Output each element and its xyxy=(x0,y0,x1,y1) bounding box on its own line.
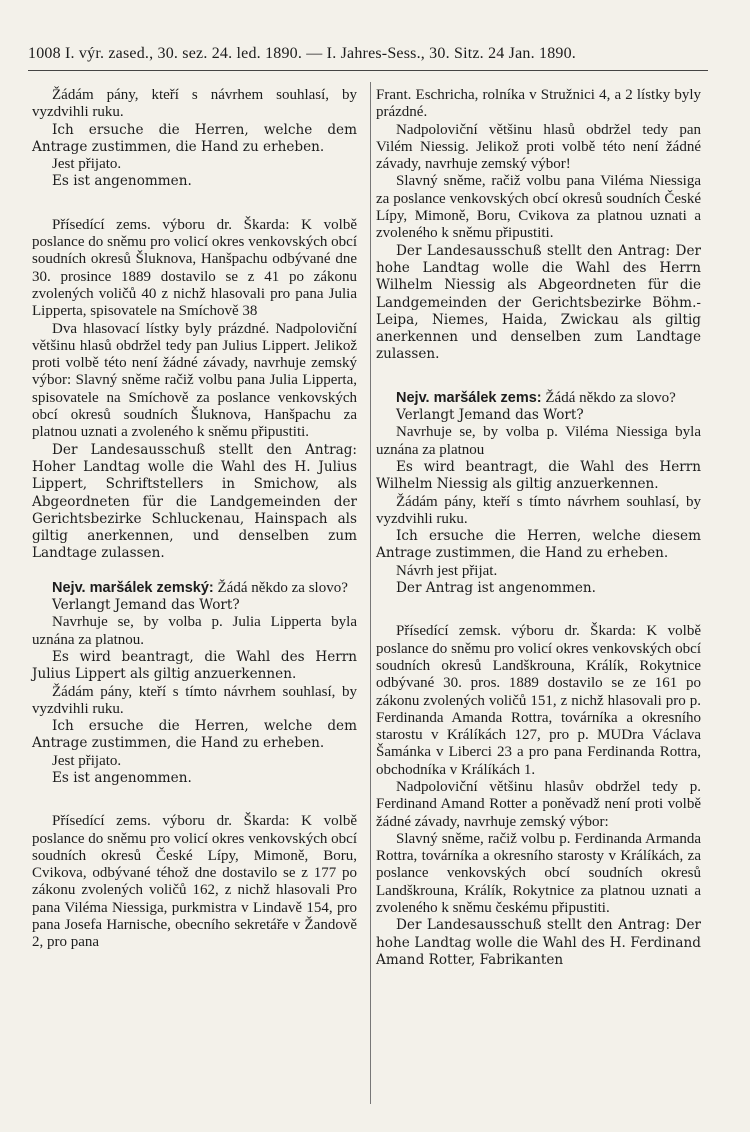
right-paragraph xyxy=(376,580,701,597)
page-header: 1008 I. výr. zased., 30. sez. 24. led. 1890. — I. Jahres-Sess., 30. Sitz. 24 Jan. 1890. xyxy=(28,45,576,62)
paragraph-gap xyxy=(32,563,357,580)
paragraph-text: Žádá někdo za slovo? xyxy=(213,579,348,596)
left-paragraph xyxy=(32,684,357,719)
right-paragraph xyxy=(376,623,701,779)
paragraph-text: Navrhuje se, by volba p. Julia Lipperta byla uznána za platnou. xyxy=(32,614,357,648)
right-paragraph xyxy=(376,831,701,917)
right-paragraph xyxy=(376,407,701,424)
paragraph-text: Přísedící zems. výboru dr. Škarda: K volbě poslance do sněmu pro volicí okres venkovských obcí soudních okresů České Lípy, Mimoně, Boru, Cvikova, odbývané téhož dne dostavilo se z 177 po zákonu zvolených voličů 162, z nichž hlasovali Pro pana Viléma Niessiga, purkmistra v Lindavě 154, pro pana Josefa Harnische, obecního sekretáře v Žandově 2, pro pana xyxy=(32,813,357,951)
paragraph-text: Žádám pány, kteří s tímto návrhem souhlasí, by vyzdvihli ruku. xyxy=(32,683,357,717)
paragraph-gap xyxy=(376,364,701,390)
left-paragraph xyxy=(32,173,357,190)
right-paragraph xyxy=(376,917,701,969)
right-paragraph xyxy=(376,494,701,529)
left-paragraph xyxy=(32,753,357,770)
paragraph-text: Nadpoloviční většinu hlasův obdržel tedy p. Ferdinand Amand Rotter a poněvadž není proti volbě žádné závady, navrhuje zemský výbor: xyxy=(376,778,701,830)
paragraph-text: Návrh jest přijat. xyxy=(396,562,498,579)
left-paragraph xyxy=(32,649,357,684)
right-paragraph xyxy=(376,563,701,580)
paragraph-text: Es ist angenommen. xyxy=(52,769,192,786)
paragraph-text: Navrhuje se, by volba p. Viléma Niessiga byla uznána za platnou xyxy=(376,424,701,458)
paragraph-text: Ich ersuche die Herren, welche dem Antrage zustimmen, die Hand zu erheben. xyxy=(32,121,357,155)
left-paragraph xyxy=(32,122,357,157)
paragraph-text: Slavný sněme, račiž volbu p. Ferdinanda Armanda Rottra, továrníka a okresního starosty v Králíkách, za poslance venkovských obcí soudních okresů Landškrouna, Králík, Rokytnice za platnou uznati a zvoleného k sněmu českému připustiti. xyxy=(376,830,701,917)
column-divider xyxy=(370,82,371,1104)
speaker-name: Nejv. maršálek zemský: xyxy=(52,579,214,596)
paragraph-text: Verlangt Jemand das Wort? xyxy=(52,597,240,614)
paragraph-text: Slavný sněme, račiž volbu pana Viléma Niessiga za poslance venkovských obcí okresů soudních České Lípy, Mimoně, Boru, Cvikova za platnou uznati a zvoleného k sněmu připustiti. xyxy=(376,173,701,242)
left-paragraph xyxy=(32,614,357,649)
right-paragraph xyxy=(376,459,701,494)
paragraph-text: Ich ersuche die Herren, welche dem Antrage zustimmen, die Hand zu erheben. xyxy=(32,718,357,752)
right-paragraph xyxy=(376,122,701,174)
left-paragraph xyxy=(32,597,357,614)
left-paragraph xyxy=(32,156,357,173)
paragraph-text: Der Landesausschuß stellt den Antrag: Hoher Landtag wolle die Wahl des H. Julius Lippert, Schriftstellers in Smichow, als Abgeordneten für die Landgemeinden der Gerichtsbezirke Schluckenau, Hainspach als giltig anerkennen, und denselben zum Landtage zulassen. xyxy=(32,441,357,562)
left-paragraph xyxy=(32,580,357,597)
right-paragraph xyxy=(376,528,701,563)
left-paragraph xyxy=(32,87,357,122)
right-paragraph xyxy=(376,87,701,122)
left-column xyxy=(32,87,357,952)
paragraph-text: Es ist angenommen. xyxy=(52,173,192,190)
paragraph-text: Es wird beantragt, die Wahl des Herrn Julius Lippert als giltig anzuerkennen. xyxy=(32,648,357,683)
paragraph-text: Přísedící zems. výboru dr. Škarda: K volbě poslance do sněmu pro volicí okres venkovských obcí soudních okresů Šluknova, Hanšpachu odbývané dne 30. prosince 1889 dostavilo se z 41 po zákonu zvolených voličů 40 z nichž hlasovali pro pana Julia Lipperta, spisovatele na Smíchově 38 xyxy=(32,216,357,320)
paragraph-text: Nadpoloviční většinu hlasů obdržel tedy pan Vilém Niessig. Jelikož proti volbě této není žádné závady, navrhuje zemský výbor! xyxy=(376,121,701,173)
left-paragraph xyxy=(32,718,357,753)
right-paragraph xyxy=(376,779,701,831)
paragraph-text: Žádá někdo za slovo? xyxy=(541,389,676,406)
left-paragraph xyxy=(32,321,357,442)
header-rule xyxy=(28,70,708,71)
paragraph-text: Žádám pány, kteří s tímto návrhem souhlasí, by vyzdvihli ruku. xyxy=(376,493,701,527)
left-paragraph xyxy=(32,442,357,563)
right-paragraph xyxy=(376,243,701,364)
paragraph-gap xyxy=(32,191,357,217)
right-column xyxy=(376,87,701,969)
paragraph-text: Frant. Eschricha, rolníka v Stružnici 4, a 2 lístky byly prázdné. xyxy=(376,87,701,121)
paragraph-text: Jest přijato. xyxy=(52,156,122,173)
paragraph-text: Dva hlasovací lístky byly prázdné. Nadpoloviční většinu hlasů obdržel tedy pan Julius Lippert. Jelikož proti volbě této není žádné závady, navrhuje zemský výbor: Slavný sněme račiž volbu pana Julia Lipperta, spisovatele na Smíchově za poslance venkovských obcí okresů soudních Šluknova, Hanšpachu za platnou uznati a zvoleného k sněmu připustiti. xyxy=(32,320,357,441)
paragraph-gap xyxy=(32,787,357,813)
paragraph-text: Der Landesausschuß stellt den Antrag: Der hohe Landtag wolle die Wahl des H. Ferdinand Amand Rotter, Fabrikanten xyxy=(376,917,701,968)
paragraph-text: Ich ersuche die Herren, welche diesem Antrage zustimmen, die Hand zu erheben. xyxy=(376,528,701,562)
right-paragraph xyxy=(376,424,701,459)
left-paragraph xyxy=(32,813,357,951)
paragraph-text: Verlangt Jemand das Wort? xyxy=(396,407,584,424)
speaker-name: Nejv. maršálek zems: xyxy=(396,389,542,406)
left-paragraph xyxy=(32,770,357,787)
paragraph-text: Jest přijato. xyxy=(52,752,122,769)
paragraph-gap xyxy=(376,597,701,623)
right-paragraph xyxy=(376,173,701,242)
paragraph-text: Der Antrag ist angenommen. xyxy=(396,580,596,597)
paragraph-text: Žádám pány, kteří s návrhem souhlasí, by vyzdvihli ruku. xyxy=(32,87,357,121)
right-paragraph xyxy=(376,390,701,407)
paragraph-text: Přísedící zemsk. výboru dr. Škarda: K volbě poslance do sněmu pro volicí okres venkovských obcí soudních okresů Landškrouna, Králík, Rokytnice odbývané 30. pros. 1889 dostavilo se ze 161 po zákonu zvolených voličů 151, z nichž hlasovali pro p. Ferdinanda Amanda Rottra, továrníka a okresního starostu v Králíkách 127, pro p. MUDra Václava Šamánka v Liberci 23 a pro pana Ferdinanda Rottra, obchodníka v Králíkách 1. xyxy=(376,623,701,778)
paragraph-text: Es wird beantragt, die Wahl des Herrn Wilhelm Niessig als giltig anzuerkennen. xyxy=(376,458,701,493)
paragraph-text: Der Landesausschuß stellt den Antrag: Der hohe Landtag wolle die Wahl des Herrn Wilhelm Niessig als Abgeordneten für die Landgemeinden der Gerichtsbezirke Böhm.-Leipa, Niemes, Haida, Zwickau als giltig anerkennen und denselben zum Landtage zulassen. xyxy=(376,242,701,363)
left-paragraph xyxy=(32,217,357,321)
